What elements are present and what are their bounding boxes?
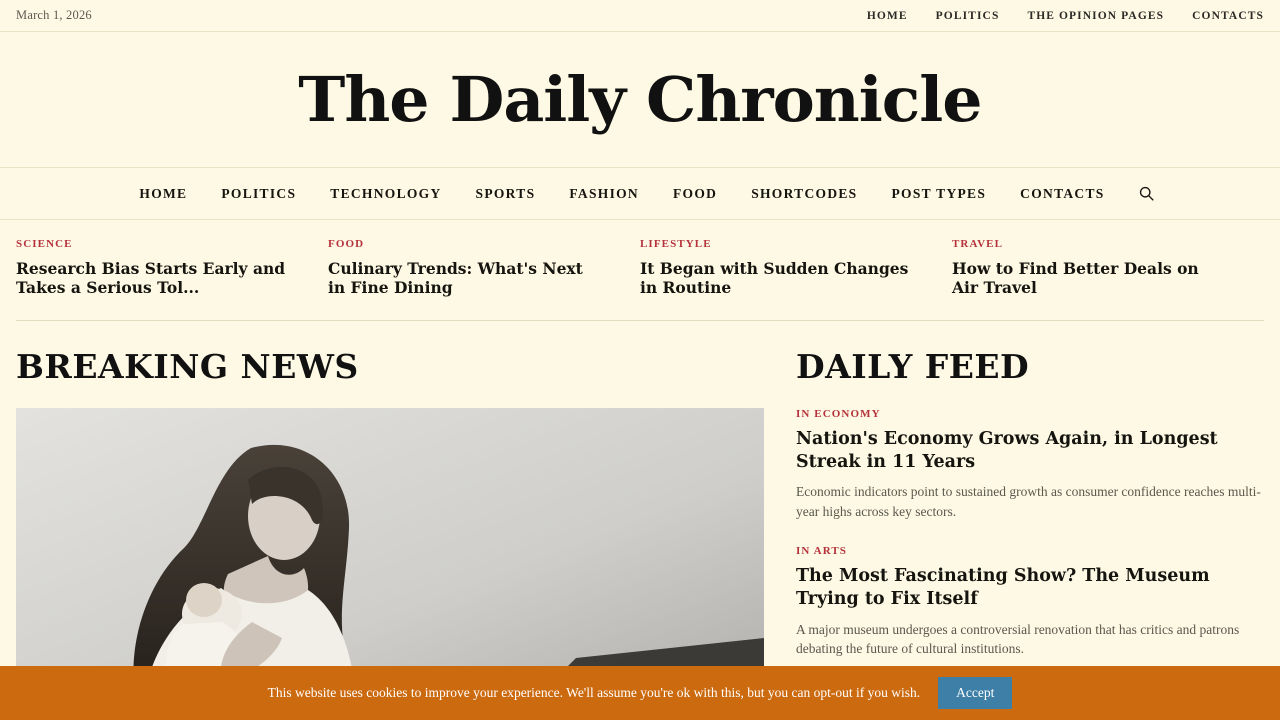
nav-item-sports[interactable]: SPORTS <box>475 185 536 201</box>
highlight-item-science <box>16 238 328 298</box>
topnav-item-opinion-pages[interactable]: THE OPINION PAGES <box>1027 9 1165 22</box>
topnav-item-politics[interactable]: POLITICS <box>935 9 1000 22</box>
highlight-title[interactable]: Culinary Trends: What's Next in Fine Dining <box>328 259 583 298</box>
nav-item-food[interactable]: FOOD <box>672 185 718 201</box>
highlight-kicker: TRAVEL <box>952 238 1004 250</box>
feed-item-kicker: IN ECONOMY <box>796 407 881 420</box>
highlight-title[interactable]: It Began with Sudden Changes in Routine <box>640 259 909 298</box>
highlight-kicker: FOOD <box>328 238 365 250</box>
cookie-message: This website uses cookies to improve your experience. We'll assume you're ok with this, but you can opt-out if you wish. <box>267 685 921 700</box>
site-logo[interactable]: The Daily Chronicle <box>298 62 982 136</box>
feed-item-arts <box>796 545 1264 659</box>
daily-feed-heading: DAILY FEED <box>796 346 1030 386</box>
topnav-item-home[interactable]: HOME <box>866 9 908 22</box>
nav-item-shortcodes[interactable]: SHORTCODES <box>751 185 858 201</box>
feed-item-excerpt: A major museum undergoes a controversial renovation that has critics and patrons debating the future of cultural institutions. <box>796 621 1240 657</box>
top-navigation <box>867 10 1264 22</box>
topnav-item-contacts[interactable]: CONTACTS <box>1192 9 1264 22</box>
main-content <box>0 321 1280 698</box>
feed-item-economy <box>796 408 1264 522</box>
breaking-news-section <box>16 347 764 698</box>
cookie-accept-button[interactable]: Accept <box>938 677 1012 709</box>
feed-item-kicker: IN ARTS <box>796 545 848 558</box>
highlight-item-lifestyle <box>640 238 952 298</box>
nav-item-politics[interactable]: POLITICS <box>221 185 297 201</box>
top-bar <box>0 0 1280 32</box>
nav-item-technology[interactable]: TECHNOLOGY <box>330 185 442 201</box>
nav-item-home[interactable]: HOME <box>139 185 188 201</box>
search-icon[interactable] <box>1136 183 1158 205</box>
highlight-title[interactable]: How to Find Better Deals on Air Travel <box>952 259 1199 298</box>
masthead <box>0 32 1280 168</box>
main-navigation <box>0 168 1280 220</box>
feed-item-title[interactable]: Nation's Economy Grows Again, in Longest Streak in 11 Years <box>796 428 1218 472</box>
category-highlights <box>0 220 1280 298</box>
feed-item-excerpt: Economic indicators point to sustained growth as consumer confidence reaches multi-year highs across key sectors. <box>796 484 1261 519</box>
feed-item-title[interactable]: The Most Fascinating Show? The Museum Trying to Fix Itself <box>796 566 1210 610</box>
highlight-kicker: SCIENCE <box>16 238 73 250</box>
highlight-kicker: LIFESTYLE <box>640 238 712 250</box>
current-date: March 1, 2026 <box>16 8 92 22</box>
nav-item-fashion[interactable]: FASHION <box>569 185 639 201</box>
nav-item-post-types[interactable]: POST TYPES <box>891 185 987 201</box>
highlight-item-food <box>328 238 640 298</box>
cookie-consent-bar <box>0 666 1280 720</box>
highlight-item-travel <box>952 238 1264 298</box>
breaking-news-heading: BREAKING NEWS <box>16 346 359 386</box>
daily-feed-section <box>796 347 1264 698</box>
breaking-news-hero-image[interactable] <box>16 408 764 698</box>
nav-item-contacts[interactable]: CONTACTS <box>1020 185 1105 201</box>
highlight-title[interactable]: Research Bias Starts Early and Takes a Serious Tol... <box>16 259 286 298</box>
